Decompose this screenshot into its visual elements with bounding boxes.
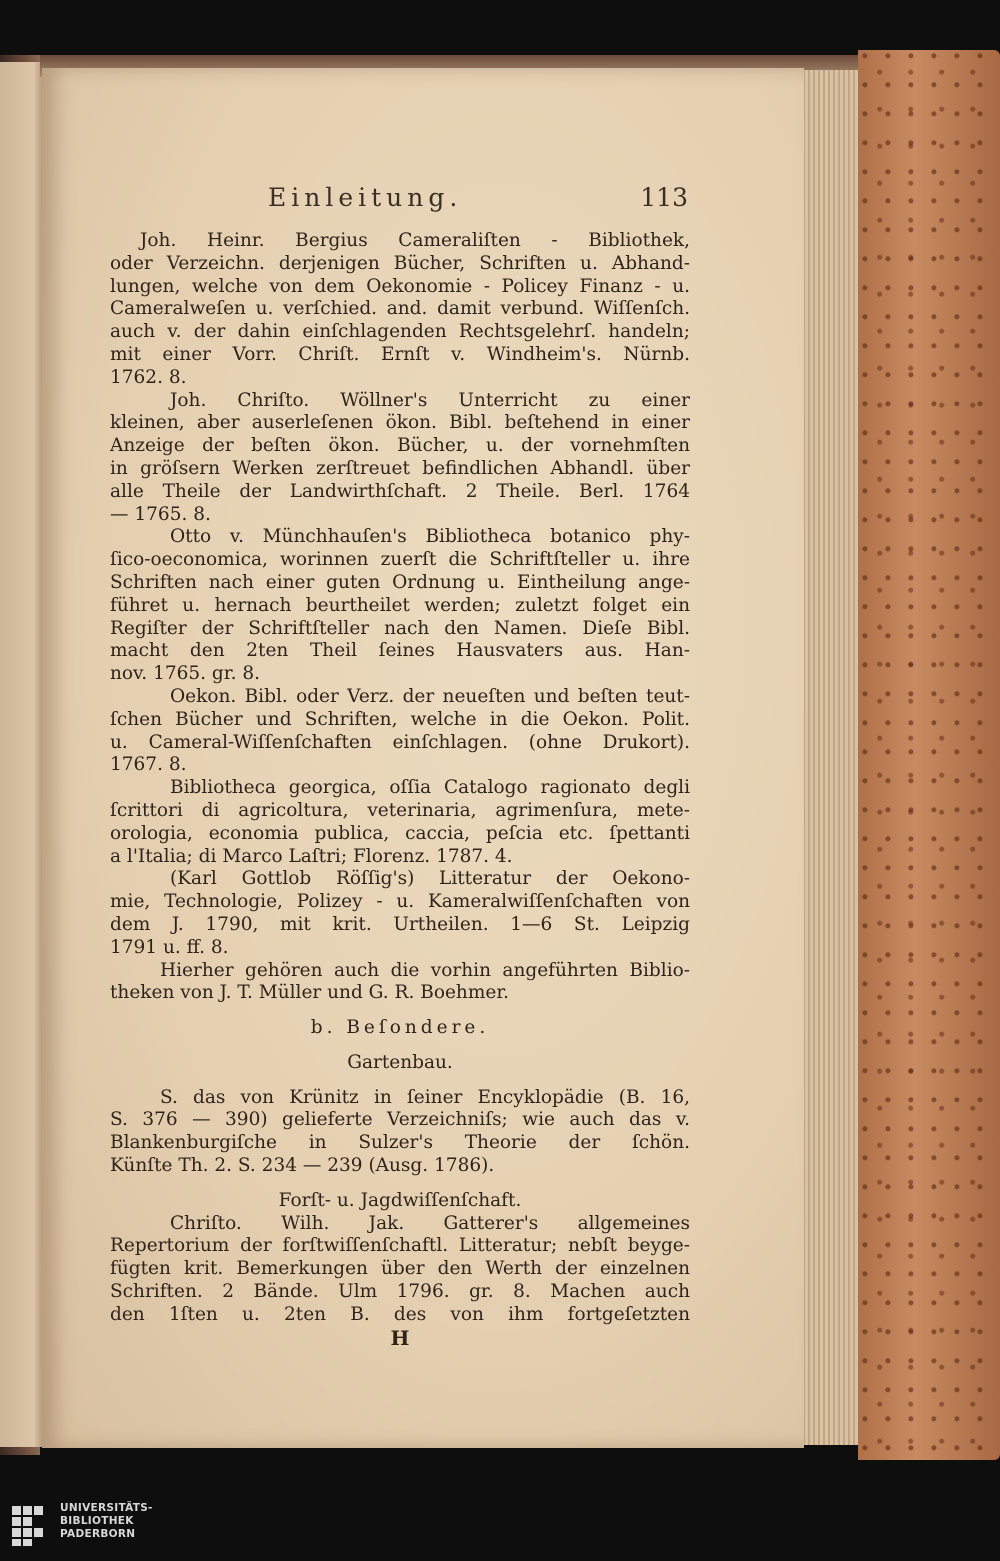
text-line: 1767. 8. [110, 754, 187, 776]
text-line: dem J. 1790, mit krit. Urtheilen. 1—6 St. Leipzig [110, 913, 690, 935]
running-title: Einleitung. [268, 183, 463, 212]
text-line: alle Theile der Landwirthſchaft. 2 Theile. Berl. 1764 [110, 480, 690, 502]
subsection-heading: Gartenbau. [347, 1051, 453, 1073]
text-line: Oekon. Bibl. oder Verz. der neueſten und beſten teut- [170, 685, 690, 707]
text-line: führet u. hernach beurtheilet werden; zuletzt folget ein [110, 594, 690, 616]
text-line: u. Cameral-Wiſſenſchaften einſchlagen. (ohne Drukort). [110, 731, 690, 753]
text-line: mit einer Vorr. Chriſt. Ernſt v. Windheim's. Nürnb. [110, 343, 690, 365]
text-line: ſico-oeconomica, worinnen zuerſt die Schriftſteller u. ihre [110, 549, 690, 571]
text-line: Blankenburgiſche in Sulzer's Theorie der ſchön. [110, 1132, 690, 1154]
text-line: ſchen Bücher und Schriften, welche in die Oekon. Polit. [110, 708, 690, 730]
running-head [268, 183, 688, 223]
page-edges [800, 70, 858, 1445]
text-line: Schriften. 2 Bände. Ulm 1796. gr. 8. Machen auch [110, 1281, 690, 1303]
text-line: 1762. 8. [110, 366, 187, 388]
text-line: Chriſto. Wilh. Jak. Gatterer's allgemeines [170, 1212, 690, 1234]
facing-page-edge [0, 62, 42, 1447]
text-line: Bibliotheca georgica, oſſia Catalogo ragionato degli [170, 777, 690, 799]
text-line: Otto v. Münchhauſen's Bibliotheca botanico phy- [170, 526, 690, 548]
section-heading: b. Beſondere. [310, 1017, 490, 1039]
text-line: Joh. Heinr. Bergius Cameraliſten - Bibliothek, [140, 230, 690, 251]
text-line: Repertorium der forſtwiſſenſchaftl. Litteratur; nebſt beyge- [110, 1235, 690, 1257]
text-line: mie, Technologie, Polizey - u. Kameralwiſſenſchaften von [110, 891, 690, 913]
text-line: orologia, economia publica, caccia, peſcia etc. ſpettanti [110, 822, 690, 844]
text-line: ſcrittori di agricoltura, veterinaria, agrimenſura, mete- [110, 799, 690, 821]
text-line: oder Verzeichn. derjenigen Bücher, Schriften u. Abhand- [110, 252, 690, 274]
text-line: — 1765. 8. [110, 503, 211, 525]
signature-mark: H [390, 1326, 410, 1350]
subsection-heading: Forſt- u. Jagdwiſſenſchaft. [278, 1189, 522, 1211]
text-line: S. das von Krünitz in ſeiner Encyklopädie (B. 16, [160, 1086, 690, 1108]
text-line: fügten krit. Bemerkungen über den Werth der einzelnen [110, 1258, 690, 1280]
text-line: Regiſter der Schriftſteller nach den Namen. Dieſe Bibl. [110, 617, 690, 639]
text-line: S. 376 — 390) gelieferte Verzeichniſs; wie auch das v. [110, 1109, 690, 1131]
text-line: kleinen, aber auserleſenen ökon. Bibl. beſtehend in einer [110, 412, 690, 434]
text-line: Joh. Chriſto. Wöllner's Unterricht zu einer [170, 389, 690, 411]
text-line: in gröſsern Werken zerſtreuet befindlichen Abhandl. über [110, 457, 690, 479]
text-line: nov. 1765. gr. 8. [110, 663, 260, 685]
text-line: den 1ſten u. 2ten B. des von ihm fortgeſetzten [110, 1303, 690, 1325]
text-line: (Karl Gottlob Röſſig's) Litteratur der Oekono- [170, 868, 690, 890]
book-cover-right [858, 50, 1000, 1460]
logo-line: PADERBORN [60, 1528, 136, 1540]
text-line: macht den 2ten Theil ſeines Hausvaters aus. Han- [110, 640, 690, 662]
library-logo-text [60, 1502, 210, 1541]
text-line: Künſte Th. 2. S. 234 — 239 (Ausg. 1786). [110, 1155, 495, 1177]
text-line: auch v. der dahin einſchlagenden Rechtsgelehrſ. handeln; [110, 321, 690, 343]
logo-line: BIBLIOTHEK [60, 1515, 134, 1527]
library-logo [10, 1500, 210, 1556]
text-line: Anzeige der beſten ökon. Bücher, u. der vornehmſten [110, 435, 690, 457]
page-body [110, 230, 690, 1349]
text-line: lungen, welche von dem Oekonomie - Policey Finanz - u. [110, 275, 690, 297]
page-number: 113 [640, 183, 688, 212]
library-logo-icon [10, 1504, 54, 1548]
text-line: theken von J. T. Müller und G. R. Boehmer. [110, 982, 510, 1004]
text-line: Hierher gehören auch die vorhin angeführten Biblio- [160, 959, 690, 981]
text-line: Cameralweſen u. verſchied. and. damit verbund. Wiſſenſch. [110, 298, 690, 320]
text-line: 1791 u. ff. 8. [110, 936, 229, 958]
text-line: a l'Italia; di Marco Laſtri; Florenz. 1787. 4. [110, 845, 513, 867]
logo-line: UNIVERSITÄTS- [60, 1502, 153, 1514]
text-line: Schriften nach einer guten Ordnung u. Eintheilung ange- [110, 571, 690, 593]
